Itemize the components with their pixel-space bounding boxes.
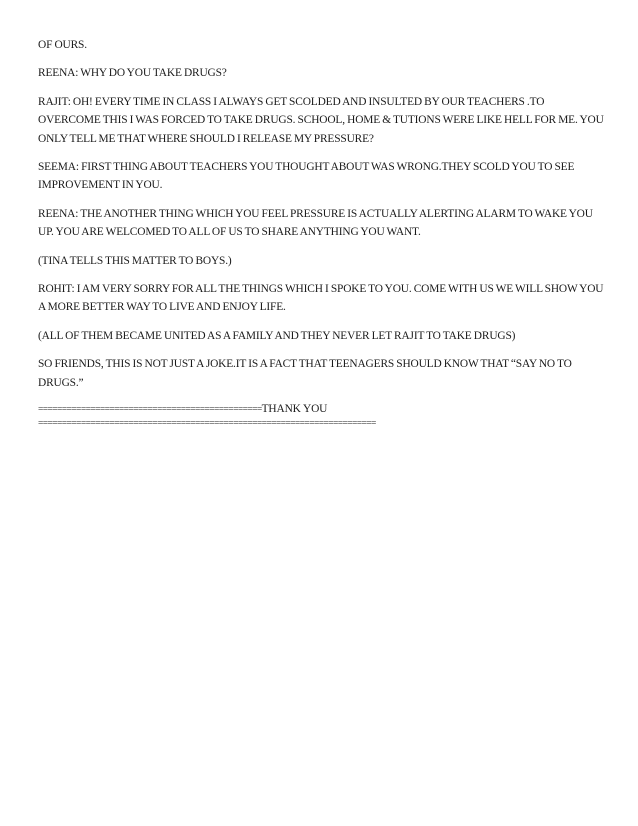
thank-you-text: THANK YOU — [261, 403, 328, 416]
dialogue-reena-question: REENA: WHY DO YOU TAKE DRUGS? — [38, 67, 227, 80]
closing-message: SO FRIENDS, THIS IS NOT JUST A JOKE.IT IS A FACT THAT TEENAGERS SHOULD KNOW THAT “SAY NO TO DRUGS.” — [38, 358, 572, 389]
dialogue-rajit-answer: RAJIT: OH! EVERY TIME IN CLASS I ALWAYS GET SCOLDED AND INSULTED BY OUR TEACHERS .TO OVERCOME THIS I WAS FORCED TO TAKE DRUGS. SCHOOL, HOME & TUTIONS WERE LIKE HELL FOR ME. YOU ONLY TELL ME THAT WHERE SHOULD I RELEASE MY PRESSURE? — [38, 95, 604, 145]
paragraph-continuation: OF OURS. — [38, 39, 87, 51]
closing-rule-line — [38, 402, 606, 417]
stage-direction-united: (ALL OF THEM BECAME UNITED AS A FAMILY AND THEY NEVER LET RAJIT TO TAKE DRUGS) — [38, 329, 516, 342]
closing-rule-after: ======================================================================= — [38, 419, 376, 430]
dialogue-rohit: ROHIT: I AM VERY SORRY FOR ALL THE THINGS WHICH I SPOKE TO YOU. COME WITH US WE WILL SHOW YOU A MORE BETTER WAY TO LIVE AND ENJOY LIFE. — [38, 283, 604, 314]
rule-before: =============================================== — [38, 405, 262, 416]
document-page — [38, 36, 606, 431]
dialogue-reena-reply: REENA: THE ANOTHER THING WHICH YOU FEEL PRESSURE IS ACTUALLY ALERTING ALARM TO WAKE YOU UP. YOU ARE WELCOMED TO ALL OF US TO SHARE ANYTHING YOU WANT. — [38, 207, 593, 239]
dialogue-seema: SEEMA: FIRST THING ABOUT TEACHERS YOU THOUGHT ABOUT WAS WRONG.THEY SCOLD YOU TO SEE IMPROVEMENT IN YOU. — [38, 161, 575, 192]
stage-direction-tina: (TINA TELLS THIS MATTER TO BOYS.) — [38, 254, 232, 267]
